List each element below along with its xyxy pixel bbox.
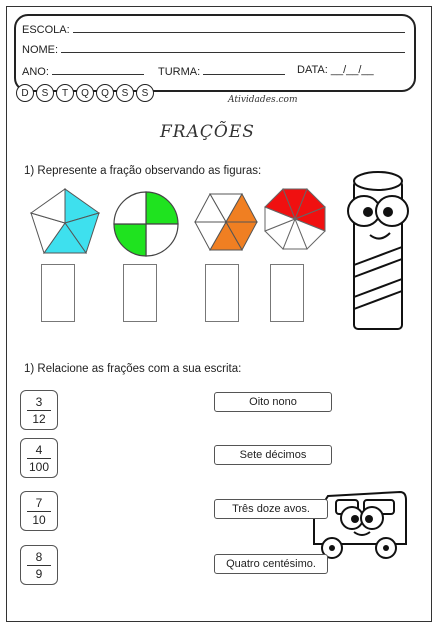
nome-row bbox=[22, 42, 405, 56]
day-circle[interactable]: Q bbox=[96, 84, 114, 102]
fraction-bar bbox=[27, 458, 51, 459]
data-field[interactable]: __/__/__ bbox=[330, 64, 374, 76]
fraction-card[interactable] bbox=[20, 545, 58, 585]
day-circle[interactable]: Q bbox=[76, 84, 94, 102]
nome-label: NOME: bbox=[22, 44, 59, 56]
fraction-bar bbox=[27, 511, 51, 512]
fraction-card[interactable] bbox=[20, 438, 58, 478]
day-circle[interactable]: S bbox=[36, 84, 54, 102]
ano-label: ANO: bbox=[22, 66, 49, 78]
data-row bbox=[297, 64, 374, 76]
escola-row bbox=[22, 22, 405, 36]
octagon-figure bbox=[262, 186, 328, 252]
site-watermark: Atividades.com bbox=[228, 95, 298, 105]
turma-row bbox=[158, 64, 285, 78]
day-circle[interactable]: S bbox=[116, 84, 134, 102]
fraction-numerator: 3 bbox=[35, 394, 43, 409]
fraction-numerator: 8 bbox=[35, 549, 43, 564]
turma-label: TURMA: bbox=[158, 66, 201, 78]
fraction-denominator: 100 bbox=[28, 459, 50, 474]
question-2: 1) Relacione as frações com a sua escrita: bbox=[24, 363, 242, 375]
fraction-bar bbox=[27, 410, 51, 411]
answer-box[interactable] bbox=[41, 264, 75, 322]
day-circle[interactable]: S bbox=[136, 84, 154, 102]
ano-row bbox=[22, 64, 144, 78]
escola-label: ESCOLA: bbox=[22, 24, 70, 36]
data-label: DATA: bbox=[297, 64, 328, 76]
word-box[interactable]: Três doze avos. bbox=[214, 499, 328, 519]
fraction-bar bbox=[27, 565, 51, 566]
answer-box[interactable] bbox=[270, 264, 304, 322]
fraction-denominator: 10 bbox=[32, 512, 46, 527]
answer-box[interactable] bbox=[205, 264, 239, 322]
circle-figure bbox=[112, 190, 180, 258]
fraction-card[interactable] bbox=[20, 390, 58, 430]
word-box[interactable]: Quatro centésimo. bbox=[214, 554, 328, 574]
fraction-denominator: 12 bbox=[32, 411, 46, 426]
word-box[interactable]: Sete décimos bbox=[214, 445, 332, 465]
day-circle[interactable]: T bbox=[56, 84, 74, 102]
pencil-character bbox=[340, 165, 418, 337]
hexagon-figure bbox=[193, 190, 259, 254]
day-circle[interactable]: D bbox=[16, 84, 34, 102]
fraction-card[interactable] bbox=[20, 491, 58, 531]
pentagon-figure bbox=[28, 187, 102, 257]
page-title: FRAÇÕES bbox=[160, 122, 255, 142]
fraction-numerator: 7 bbox=[35, 495, 43, 510]
nome-field[interactable] bbox=[61, 42, 405, 53]
question-1: 1) Represente a fração observando as figuras: bbox=[24, 165, 262, 177]
fraction-numerator: 4 bbox=[35, 442, 43, 457]
escola-field[interactable] bbox=[73, 22, 405, 33]
word-box[interactable]: Oito nono bbox=[214, 392, 332, 412]
weekday-circles bbox=[16, 84, 154, 102]
ano-field[interactable] bbox=[52, 64, 144, 75]
fraction-denominator: 9 bbox=[35, 566, 43, 581]
answer-box[interactable] bbox=[123, 264, 157, 322]
turma-field[interactable] bbox=[203, 64, 285, 75]
